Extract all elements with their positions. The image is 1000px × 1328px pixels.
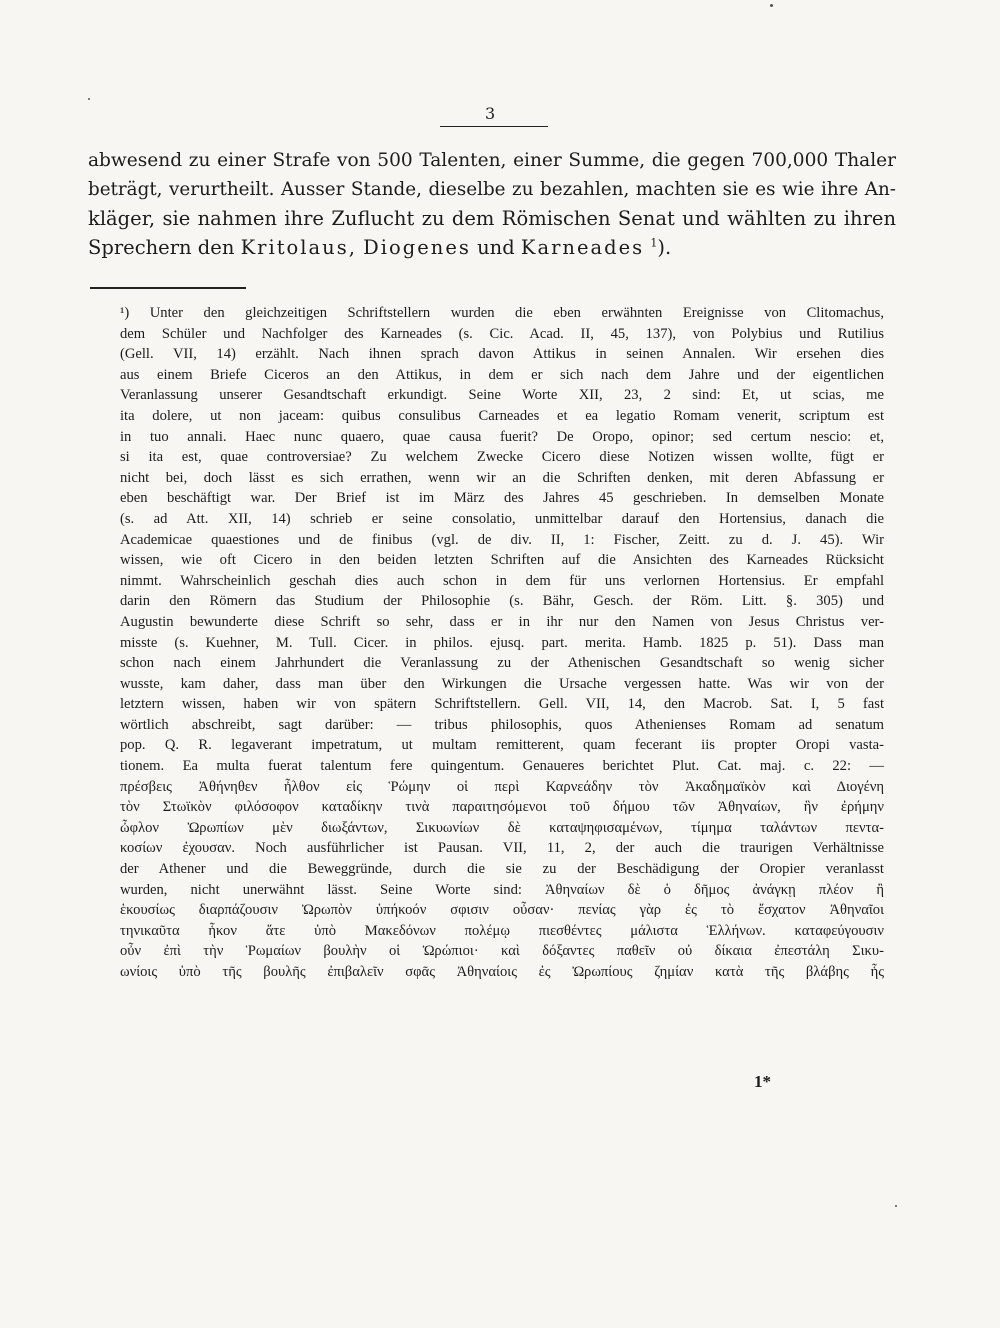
footnote-line: κοσίων ἐχουσαν. Noch ausführlicher ist Pausan. VII, 11, 2, der auch die traurigen Verhältnisse [120, 840, 884, 857]
folio-signature: 1* [754, 1072, 771, 1091]
footnote-line: nimmt. Wahrscheinlich geschah dies auch schon in dem für uns verlornen Hortensius. Er empfahl [120, 572, 884, 589]
name-diogenes: Diogenes [363, 236, 471, 259]
footnote-line: si ita est, quae controversiae? Zu welchem Zwecke Cicero diese Notizen wissen wollte, fügt er [120, 449, 884, 466]
footnote-line: nicht bei, doch lässt es sich errathen, wenn wir an die Schriften denken, mit deren Abfassung er [120, 469, 884, 486]
footnote-line: aus einem Briefe Ciceros an den Attikus, in dem er sich nach dem Jahre und der eigentlichen [120, 366, 884, 383]
footnote-line: tionem. Ea multa fuerat talentum fere quingentum. Genaueres berichtet Plut. Cat. maj. c. 22: — [120, 758, 884, 775]
main-line-suffix: ). [657, 236, 672, 259]
footnote-line: οὖν ἐπὶ τὴν Ῥωμαίων βουλὴν οἱ Ὠρώπιοι· καὶ δόξαντες παθεῖν οὐ δίκαια ἐπεστάλη Σικυ- [120, 943, 884, 960]
name-karneades: Karneades [520, 236, 645, 259]
footnote-line: wörtlich abschreibt, sagt darüber: — tribus philosophis, quos Athenienses Romam ad senatum [120, 716, 884, 733]
paper-speck [770, 4, 773, 7]
footnote-line: wissen, wie oft Cicero in den beiden letzten Schriften auf die Ansichten des Karneades Rücksicht [120, 552, 884, 569]
footnote-line: (Gell. VII, 14) erzählt. Nach ihnen sprach davon Attikus in seinen Annalen. Wir ersehen dies [120, 346, 884, 363]
footnote-line: der Athener und die Beweggründe, durch die sie zu der Beschädigung der Oropier veranlasst [120, 861, 884, 878]
footnote-line: ωνίοις ὑπὸ τῆς βουλῆς ἐπιβαλεῖν σφᾶς Ἀθηναίοις ἐς Ὠρωπίους ζημίαν κατὰ τῆς βλάβης ἧς [120, 964, 884, 980]
main-line: kläger, sie nahmen ihre Zuflucht zu dem Römischen Senat und wählten zu ihren [88, 207, 896, 230]
footnote-line: schon nach einem Jahrhundert die Veranlassung zu der Athenischen Gesandtschaft so wenig sicher [120, 655, 884, 672]
footnote-line: τηνικαῦτα ἧκον ἅτε ὑπὸ Μακεδόνων πολέμῳ πιεσθέντες μάλιστα Ἑλλήνων. καταφεύγουσιν [120, 922, 884, 939]
main-line: beträgt, verurtheilt. Ausser Stande, dieselbe zu bezahlen, machten sie es wie ihre An- [88, 179, 896, 200]
footnote-line: ὦφλον Ὠρωπίων μὲν διωξάντων, Σικυωνίων δὲ καταψηφισαμένων, τίμημα ταλάντων πεντα- [120, 819, 884, 836]
footnote-line: Veranlassung unserer Gesandtschaft erkundigt. Seine Worte XII, 23, 2 sind: Et, ut scias, me [120, 387, 884, 404]
footnote-line: ἑκουσίως διαρπάζουσιν Ὠρωπὸν ὑπήκοόν σφισιν οὖσαν· πενίας γὰρ ἐς τὸ ἔσχατον Ἀθηναῖοι [120, 902, 884, 919]
footnote-line: wurden, nicht unerwähnt lässt. Seine Worte sind: Ἀθηναίων δὲ ὁ δῆμος ἀνάγκῃ πλέον ἢ [120, 881, 884, 898]
footnote-line: darin den Römern das Studium der Philosophie (s. Bähr, Gesch. der Röm. Litt. §. 305) und [120, 593, 884, 610]
footnote-line: in tuo annali. Haec nunc quaero, quae causa fuerit? De Oropo, opinor; sed certum nescio: et, [120, 428, 884, 445]
paper-speck [88, 98, 90, 100]
footnote-line: misste (s. Kuehner, M. Tull. Cicer. in philos. ejusq. part. merita. Hamb. 1825 p. 51). Dass man [120, 634, 884, 651]
page-number-rule [440, 126, 548, 127]
footnote-line: πρέσβεις Ἀθήνηθεν ἦλθον εἰς Ῥώμην οἱ περὶ Καρνεάδην τὸν Ἀκαδημαϊκὸν καὶ Διογένη [120, 778, 884, 795]
footnote-line: Augustin bewunderte diese Schrift so sehr, dass er in ihr nur den Namen von Jesus Christus ver- [120, 613, 884, 630]
footnote-line: ¹) Unter den gleichzeitigen Schriftstellern wurden die eben erwähnten Ereignisse von Clitomachus, [120, 305, 884, 321]
footnote-line: Academicae quaestiones und de finibus (vgl. de div. II, 1: Fischer, Zeitt. zu d. J. 45). Wir [120, 531, 884, 548]
name-und: und [477, 236, 515, 259]
main-line-prefix: Sprechern den [88, 236, 235, 259]
footnote-line: ita dolere, ut non jaceam: quibus consulibus Carneades et ea legatio Romam venerit, scriptum est [120, 407, 884, 424]
footnote-line: eben beschäftigt war. Der Brief ist im März des Jahres 45 geschrieben. In demselben Monate [120, 490, 884, 507]
footnote-line: wusste, kam daher, dass man über den Wirkungen die Ursache vergessen hatte. Was wir von der [120, 675, 884, 692]
main-line-last [88, 233, 896, 262]
footnote-mark: 1 [650, 236, 658, 250]
name-kritolaus: Kritolaus, [240, 236, 357, 259]
page-number: 3 [485, 104, 496, 123]
footnote-line: pop. Q. R. legaverant impetratum, ut multam remitterent, quam fecerant iis propter Oropi vasta- [120, 737, 884, 754]
main-line: abwesend zu einer Strafe von 500 Talenten, einer Summe, die gegen 700,000 Thaler [88, 150, 896, 171]
paper-speck [895, 1205, 897, 1207]
main-text [88, 146, 896, 262]
footnote-line: letztern wissen, haben wir von spätern Schriftstellern. Gell. VII, 14, den Macrob. Sat. I, 5 fast [120, 696, 884, 713]
footnote-line: dem Schüler und Nachfolger des Karneades (s. Cic. Acad. II, 45, 137), von Polybius und Rutilius [120, 325, 884, 342]
footnote-rule [90, 287, 246, 289]
footnote [120, 303, 884, 983]
footnote-line: (s. ad Att. XII, 14) schrieb er seine consolatio, unmittelbar darauf den Hortensius, danach die [120, 510, 884, 527]
footnote-line: τὸν Στωϊκὸν φιλόσοφον καταδίκην τινὰ παραιτησόμενοι τοῦ δήμου τῶν Ἀθηναίων, ἣν ἐρήμην [120, 799, 884, 816]
